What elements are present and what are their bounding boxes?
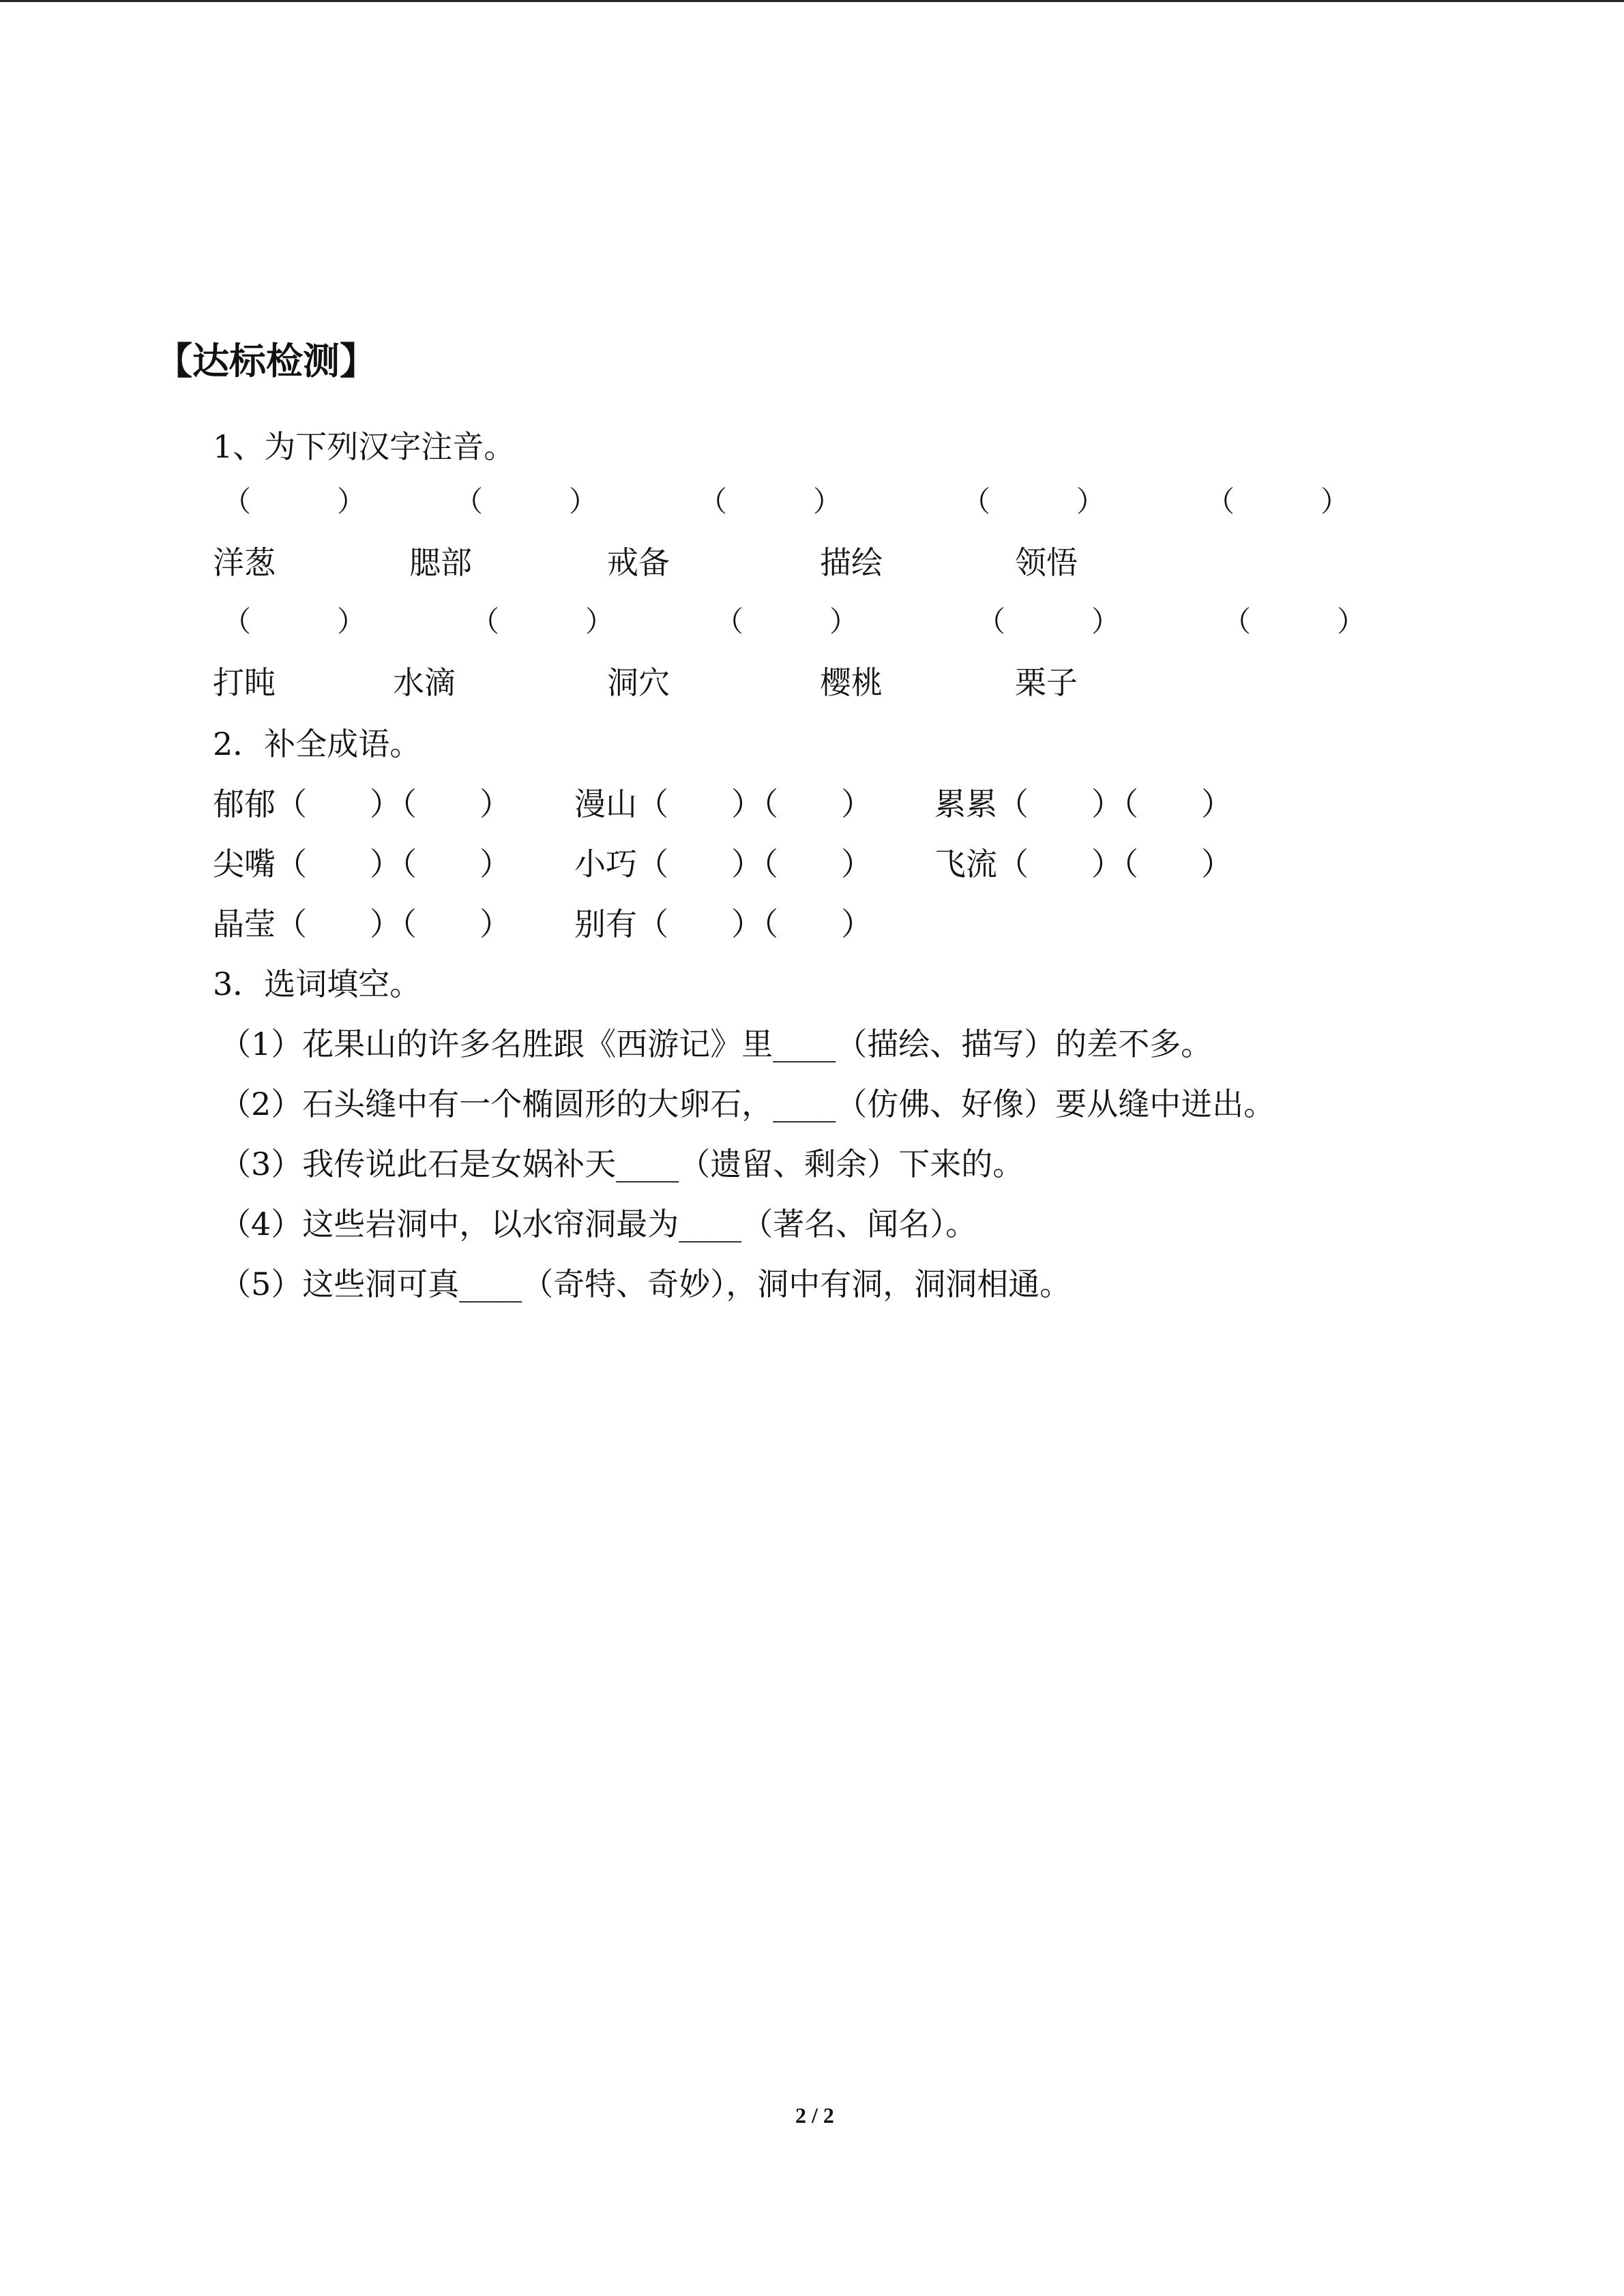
fill-blank-item[interactable]: （4）这些岩洞中，以水帘洞最为____（著名、闻名）。 — [220, 1206, 977, 1242]
pinyin-blank[interactable]: （ ） — [222, 605, 366, 638]
pinyin-blank[interactable]: （ ） — [454, 485, 598, 518]
q1-word: 水滴 — [393, 664, 456, 701]
q3-prompt: 3．选词填空。 — [213, 966, 422, 1002]
pinyin-blank[interactable]: （ ） — [1222, 605, 1366, 638]
q1-word: 腮部 — [409, 544, 472, 581]
section-title: 【达标检测】 — [156, 339, 377, 383]
q1-word: 洞穴 — [607, 664, 670, 701]
idiom-item[interactable]: 别有（ ）（ ） — [574, 906, 872, 942]
idiom-item[interactable]: 累累（ ）（ ） — [934, 786, 1232, 822]
top-border-line — [0, 0, 1624, 2]
pinyin-blank[interactable]: （ ） — [222, 485, 366, 518]
pinyin-blank[interactable]: （ ） — [698, 485, 842, 518]
q1-word: 樱桃 — [820, 664, 883, 701]
idiom-item[interactable]: 飞流（ ）（ ） — [934, 846, 1232, 882]
q1-word: 栗子 — [1015, 664, 1078, 701]
idiom-item[interactable]: 漫山（ ）（ ） — [574, 786, 872, 822]
q1-word: 戒备 — [607, 544, 670, 581]
idiom-item[interactable]: 郁郁（ ）（ ） — [213, 786, 511, 822]
q1-word: 领悟 — [1015, 544, 1078, 581]
q1-word: 描绘 — [820, 544, 883, 581]
idiom-item[interactable]: 尖嘴（ ）（ ） — [213, 846, 511, 882]
fill-blank-item[interactable]: （5）这些洞可真____（奇特、奇妙），洞中有洞，洞洞相通。 — [220, 1266, 1072, 1302]
q1-prompt: 1、为下列汉字注音。 — [213, 428, 516, 465]
pinyin-blank[interactable]: （ ） — [1206, 485, 1350, 518]
q2-prompt: 2．补全成语。 — [213, 726, 422, 762]
fill-blank-item[interactable]: （1）花果山的许多名胜跟《西游记》里____（描绘、描写）的差不多。 — [220, 1026, 1213, 1062]
fill-blank-item[interactable]: （2）石头缝中有一个椭圆形的大卵石，____（仿佛、好像）要从缝中迸出。 — [220, 1086, 1275, 1122]
pinyin-blank[interactable]: （ ） — [715, 605, 859, 638]
q1-word: 打盹 — [213, 664, 276, 701]
fill-blank-item[interactable]: （3）我传说此石是女娲补天____（遗留、剩余）下来的。 — [220, 1146, 1024, 1182]
pinyin-blank[interactable]: （ ） — [962, 485, 1106, 518]
q1-word: 洋葱 — [213, 544, 276, 581]
page-number: 2 / 2 — [795, 2103, 834, 2128]
pinyin-blank[interactable]: （ ） — [977, 605, 1121, 638]
idiom-item[interactable]: 小巧（ ）（ ） — [574, 846, 872, 882]
pinyin-blank[interactable]: （ ） — [471, 605, 615, 638]
idiom-item[interactable]: 晶莹（ ）（ ） — [213, 906, 511, 942]
